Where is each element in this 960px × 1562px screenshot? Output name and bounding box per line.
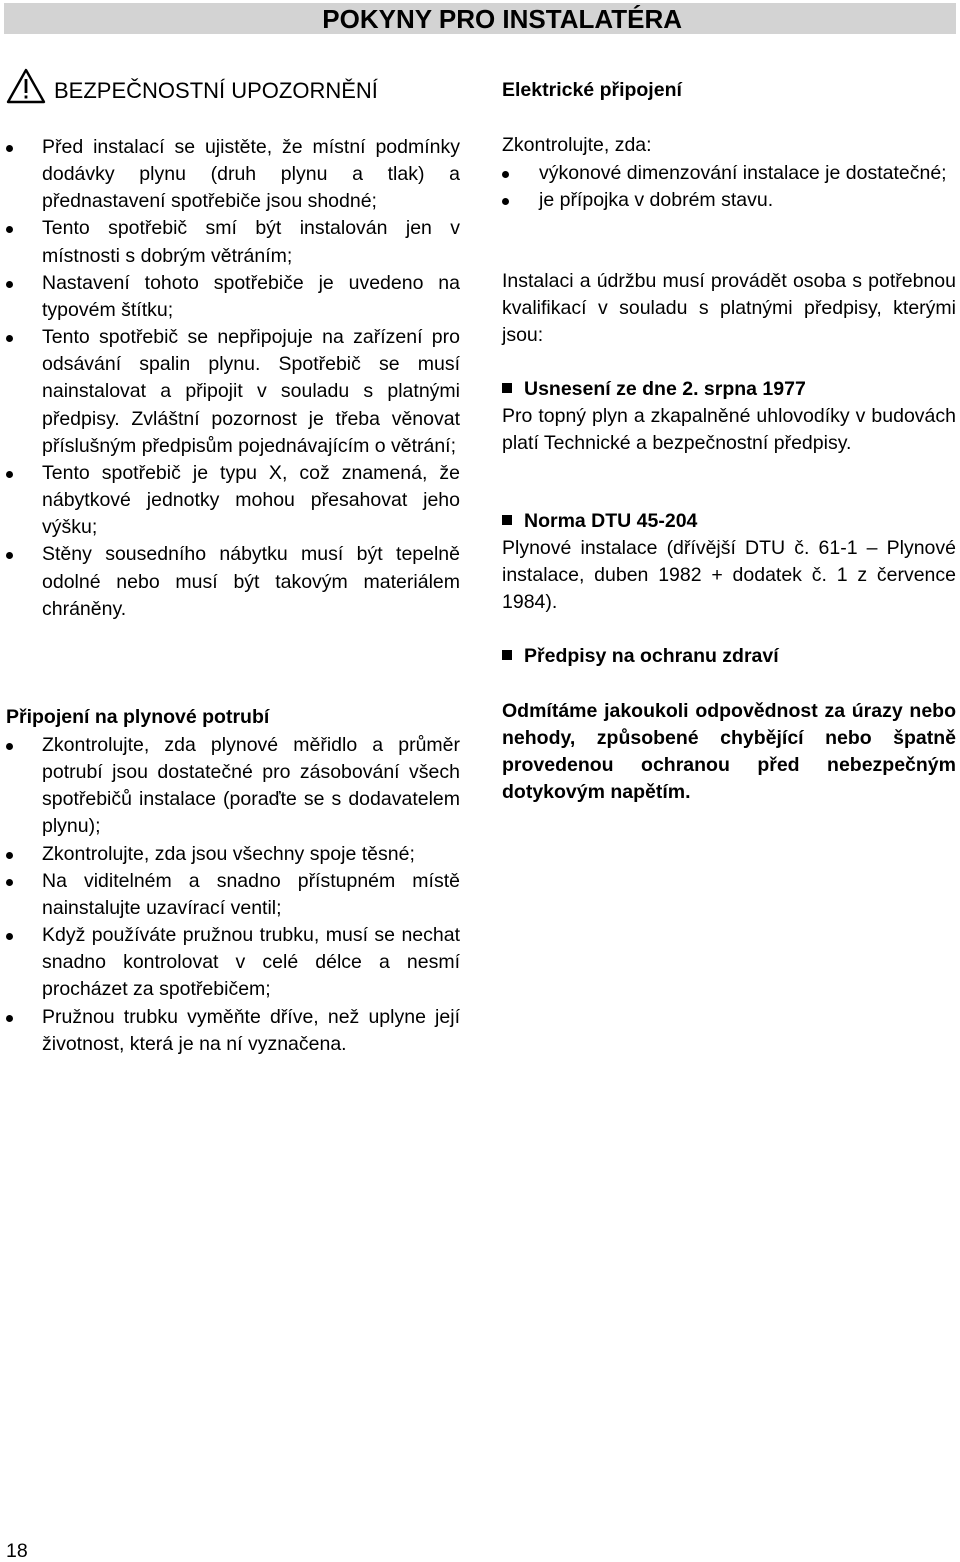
regulation-text: Pro topný plyn a zkapalněné uhlovodíky v budovách platí Technické a bezpečnostní předpisy. xyxy=(502,405,956,455)
disclaimer: Odmítáme jakoukoli odpovědnost za úrazy nebo nehody, způsobené chybějící nebo špatně provedenou ochranou před nebezpečným dotykovým napětím. xyxy=(502,700,956,804)
gas-list xyxy=(6,732,460,1058)
list-item: je přípojka v dobrém stavu. xyxy=(502,187,956,214)
list-item: Na viditelném a snadno přístupném místě nainstalujte uzavírací ventil; xyxy=(6,868,460,922)
safety-heading xyxy=(6,68,460,108)
list-item: Před instalací se ujistěte, že místní podmínky dodávky plynu (druh plynu a tlak) a přednastavení spotřebiče jsou shodné; xyxy=(6,134,460,215)
page-header xyxy=(4,3,956,34)
list-item: výkonové dimenzování instalace je dostatečné; xyxy=(502,160,956,187)
safety-title: BEZPEČNOSTNÍ UPOZORNĚNÍ xyxy=(54,78,378,103)
page-number: 18 xyxy=(6,1540,28,1562)
list-item: Tento spotřebič smí být instalován jen v místnosti s dobrým větráním; xyxy=(6,215,460,269)
page-title: POKYNY PRO INSTALATÉRA xyxy=(322,4,682,34)
list-item: Nastavení tohoto spotřebiče je uvedeno na typovém štítku; xyxy=(6,270,460,324)
regulation-text: Plynové instalace (dřívější DTU č. 61-1 – Plynové instalace, duben 1982 + dodatek č. 1 z července 1984). xyxy=(502,537,956,614)
regulation-heading: Norma DTU 45-204 xyxy=(502,508,697,535)
square-bullet-icon xyxy=(502,650,512,660)
safety-list xyxy=(6,134,460,623)
list-item: Tento spotřebič se nepřipojuje na zařízení pro odsávání spalin plynu. Spotřebič se musí nainstalovat a připojit v souladu s platnými předpisy. Zvláštní pozornost je třeba věnovat příslušným předpisům pojednávajícím o větrání; xyxy=(6,324,460,460)
square-bullet-icon xyxy=(502,515,512,525)
list-item: Stěny sousedního nábytku musí být tepelně odolné nebo musí být takovým materiálem chráněny. xyxy=(6,541,460,622)
electric-connection-heading: Elektrické připojení xyxy=(502,79,682,101)
gas-connection-heading: Připojení na plynové potrubí xyxy=(6,706,270,728)
list-item: Zkontrolujte, zda plynové měřidlo a průměr potrubí jsou dostatečné pro zásobování všech spotřebičů instalace (poraďte se s dodavatelem plynu); xyxy=(6,732,460,841)
list-item: Když používáte pružnou trubku, musí se nechat snadno kontrolovat v celé délce a nesmí procházet za spotřebičem; xyxy=(6,922,460,1003)
list-item: Tento spotřebič je typu X, což znamená, že nábytkové jednotky mohou přesahovat jeho výšku; xyxy=(6,460,460,541)
electric-paragraph: Instalaci a údržbu musí provádět osoba s potřebnou kvalifikací v souladu s platnými předpisy, kterými jsou: xyxy=(502,270,956,347)
electric-list xyxy=(502,160,956,214)
list-item: Pružnou trubku vyměňte dříve, než uplyne její životnost, která je na ní vyznačena. xyxy=(6,1004,460,1058)
regulation-heading: Usnesení ze dne 2. srpna 1977 xyxy=(502,376,806,403)
warning-triangle-icon xyxy=(6,68,46,104)
regulation-heading: Předpisy na ochranu zdraví xyxy=(502,643,779,670)
electric-intro: Zkontrolujte, zda: xyxy=(502,134,652,156)
list-item: Zkontrolujte, zda jsou všechny spoje těsné; xyxy=(6,841,460,868)
square-bullet-icon xyxy=(502,383,512,393)
